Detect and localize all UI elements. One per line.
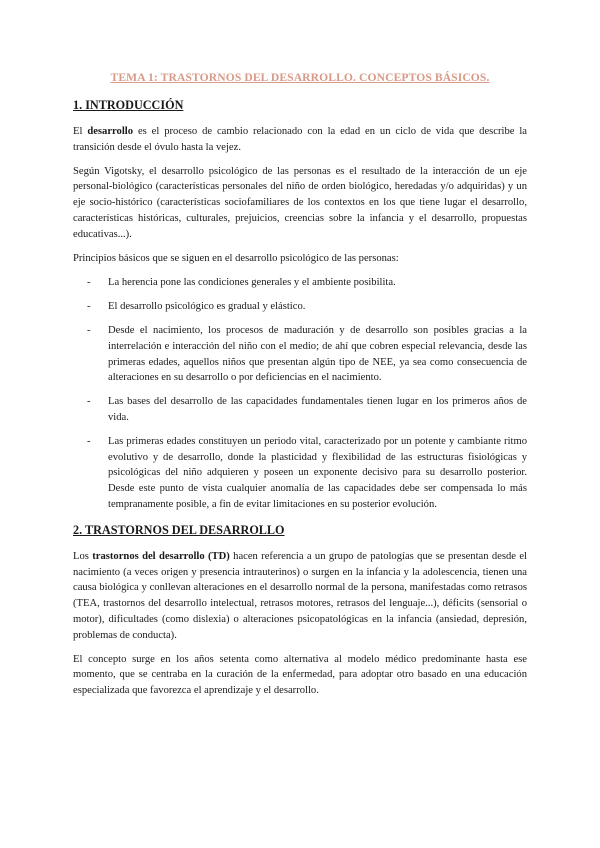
section-heading-trastornos: 2. TRASTORNOS DEL DESARROLLO [73, 522, 285, 537]
principles-list [73, 275, 527, 512]
document-page [73, 70, 527, 699]
paragraph-vigotsky: Según Vigotsky, el desarrollo psicológico de las personas es el resultado de la interacción de un eje personal-biológico (características personales del niño de orden biológico, heredadas y/o adquiridas) y un eje socio-histórico (características sociofamiliares de los contextos en los que tiene lugar el desarrollo, características históricas, culturales, prejuicios, creencias sobre la infancia y el desarrollo, propuestas educativas...). [73, 165, 527, 240]
bold-term-td: trastornos del desarrollo (TD) [92, 550, 230, 562]
paragraph-principios-intro: Principios básicos que se siguen en el desarrollo psicológico de las personas: [73, 252, 399, 264]
list-item: - Desde el nacimiento, los procesos de maduración y de desarrollo son posibles gracias a la interrelación e interacción del niño con el medio; de ahí que cobren especial relevancia, desde las primeras edades, aquellos niños que presentan algún tipo de NEE, ya sea como consecuencia de alteraciones en su desarrollo o por deficiencias en el nacimiento. [87, 324, 527, 384]
list-item: - La herencia pone las condiciones generales y el ambiente posibilita. [73, 275, 527, 291]
list-item: - Las primeras edades constituyen un periodo vital, caracterizado por un potente y cambiante ritmo evolutivo y de desarrollo, donde la plasticidad y flexibilidad de las estructuras fisiológicas y psicológicas del niño adquieren y poseen un exponente decisivo para su desarrollo posterior. Desde este punto de vista cualquier anomalía de las capacidades debe ser compensada lo más tempranamente posible, a fin de evitar limitaciones en su posterior evolución. [87, 435, 527, 510]
paragraph-desarrollo-definition: El desarrollo es el proceso de cambio relacionado con la edad en un ciclo de vida que describe la transición desde el óvulo hasta la vejez. [73, 126, 527, 153]
list-dash: - [87, 396, 91, 408]
list-dash: - [87, 301, 91, 313]
paragraph-concepto-origen: El concepto surge en los años setenta como alternativa al modelo médico predominante hasta ese momento, que se centraba en la curación de la enfermedad, para adoptar otro basado en una educación especializada que favorezca el aprendizaje y el desarrollo. [73, 653, 527, 697]
bold-term-desarrollo: desarrollo [87, 126, 134, 137]
document-title: TEMA 1: TRASTORNOS DEL DESARROLLO. CONCEPTOS BÁSICOS. [110, 71, 490, 84]
paragraph-td-definition: Los trastornos del desarrollo (TD) hacen referencia a un grupo de patologías que se presentan desde el nacimiento (a veces origen y presencia intrauterinos) o surgen en la infancia y la adolescencia, tienen una causa biológica y conllevan alteraciones en el desarrollo normal de la persona, manifestadas como retrasos (TEA, trastornos del desarrollo intelectual, retrasos motores, retrasos del lenguaje...), déficits (sensorial o motor), dificultades (como dislexia) o alteraciones psicopatológicas en la infancia (ansiedad, depresión, problemas de conducta). [73, 550, 527, 641]
section-heading-introduccion: 1. INTRODUCCIÓN [73, 98, 184, 112]
list-dash: - [87, 435, 91, 447]
list-dash: - [87, 324, 91, 336]
list-dash: - [87, 277, 91, 289]
list-item: - El desarrollo psicológico es gradual y elástico. [73, 299, 527, 315]
list-item: - Las bases del desarrollo de las capacidades fundamentales tienen lugar en los primeros años de vida. [87, 396, 527, 423]
